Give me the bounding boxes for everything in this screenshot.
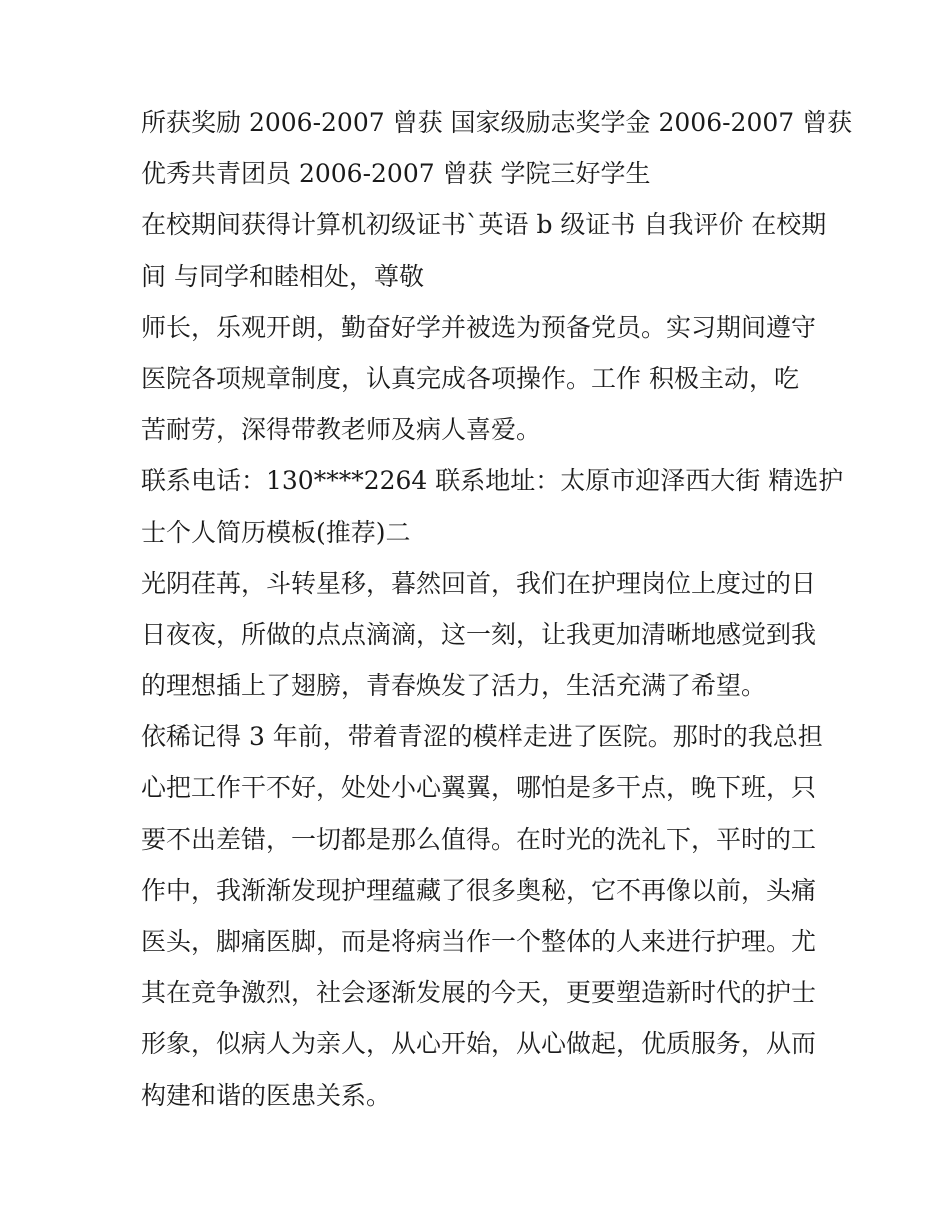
text-line-awards-cont: 优秀共青团员 2006-2007 曾获 学院三好学生 <box>141 159 651 189</box>
text-line-paragraph-2: 要不出差错，一切都是那么值得。在时光的洗礼下，平时的工 <box>141 824 817 854</box>
text-line-self-evaluation-cont: 师长，乐观开朗，勤奋好学并被选为预备党员。实习期间遵守 <box>141 312 817 342</box>
text-line-paragraph-2: 形象，似病人为亲人，从心开始，从心做起，优质服务，从而 <box>141 1029 817 1059</box>
text-line-paragraph-2: 其在竞争激烈，社会逐渐发展的今天，更要塑造新时代的护士 <box>141 978 817 1008</box>
text-line-contact: 联系电话：130****2264 联系地址：太原市迎泽西大街 精选护 <box>141 466 844 496</box>
text-line-awards: 所获奖励 2006-2007 曾获 国家级励志奖学金 2006-2007 曾获 <box>141 108 853 137</box>
text-line-paragraph-2: 构建和谐的医患关系。 <box>141 1080 392 1110</box>
text-line-internship-cont: 苦耐劳，深得带教老师及病人喜爱。 <box>141 415 542 445</box>
text-line-paragraph-2: 心把工作干不好，处处小心翼翼，哪怕是多干点，晚下班，只 <box>141 773 817 803</box>
text-line-paragraph-2: 医头，脚痛医脚，而是将病当作一个整体的人来进行护理。尤 <box>141 927 817 956</box>
text-line-paragraph-1: 日夜夜，所做的点点滴滴，这一刻，让我更加清晰地感觉到我 <box>141 619 817 649</box>
text-line-paragraph-2: 作中，我渐渐发现护理蕴藏了很多奥秘，它不再像以前，头痛 <box>141 875 817 905</box>
text-line-section-title: 士个人简历模板(推荐)二 <box>141 517 411 547</box>
text-line-internship: 医院各项规章制度，认真完成各项操作。工作 积极主动，吃 <box>141 363 799 393</box>
text-line-paragraph-1: 光阴荏苒，斗转星移，暮然回首，我们在护理岗位上度过的日 <box>141 568 817 598</box>
text-line-self-evaluation: 间 与同学和睦相处，尊敬 <box>141 261 424 291</box>
document-body <box>141 108 853 1134</box>
text-line-paragraph-1: 的理想插上了翅膀，青春焕发了活力，生活充满了希望。 <box>141 671 767 701</box>
text-line-certificates: 在校期间获得计算机初级证书`英语 b 级证书 自我评价 在校期 <box>141 210 827 240</box>
text-line-paragraph-2: 依稀记得 3 年前，带着青涩的模样走进了医院。那时的我总担 <box>141 722 823 752</box>
